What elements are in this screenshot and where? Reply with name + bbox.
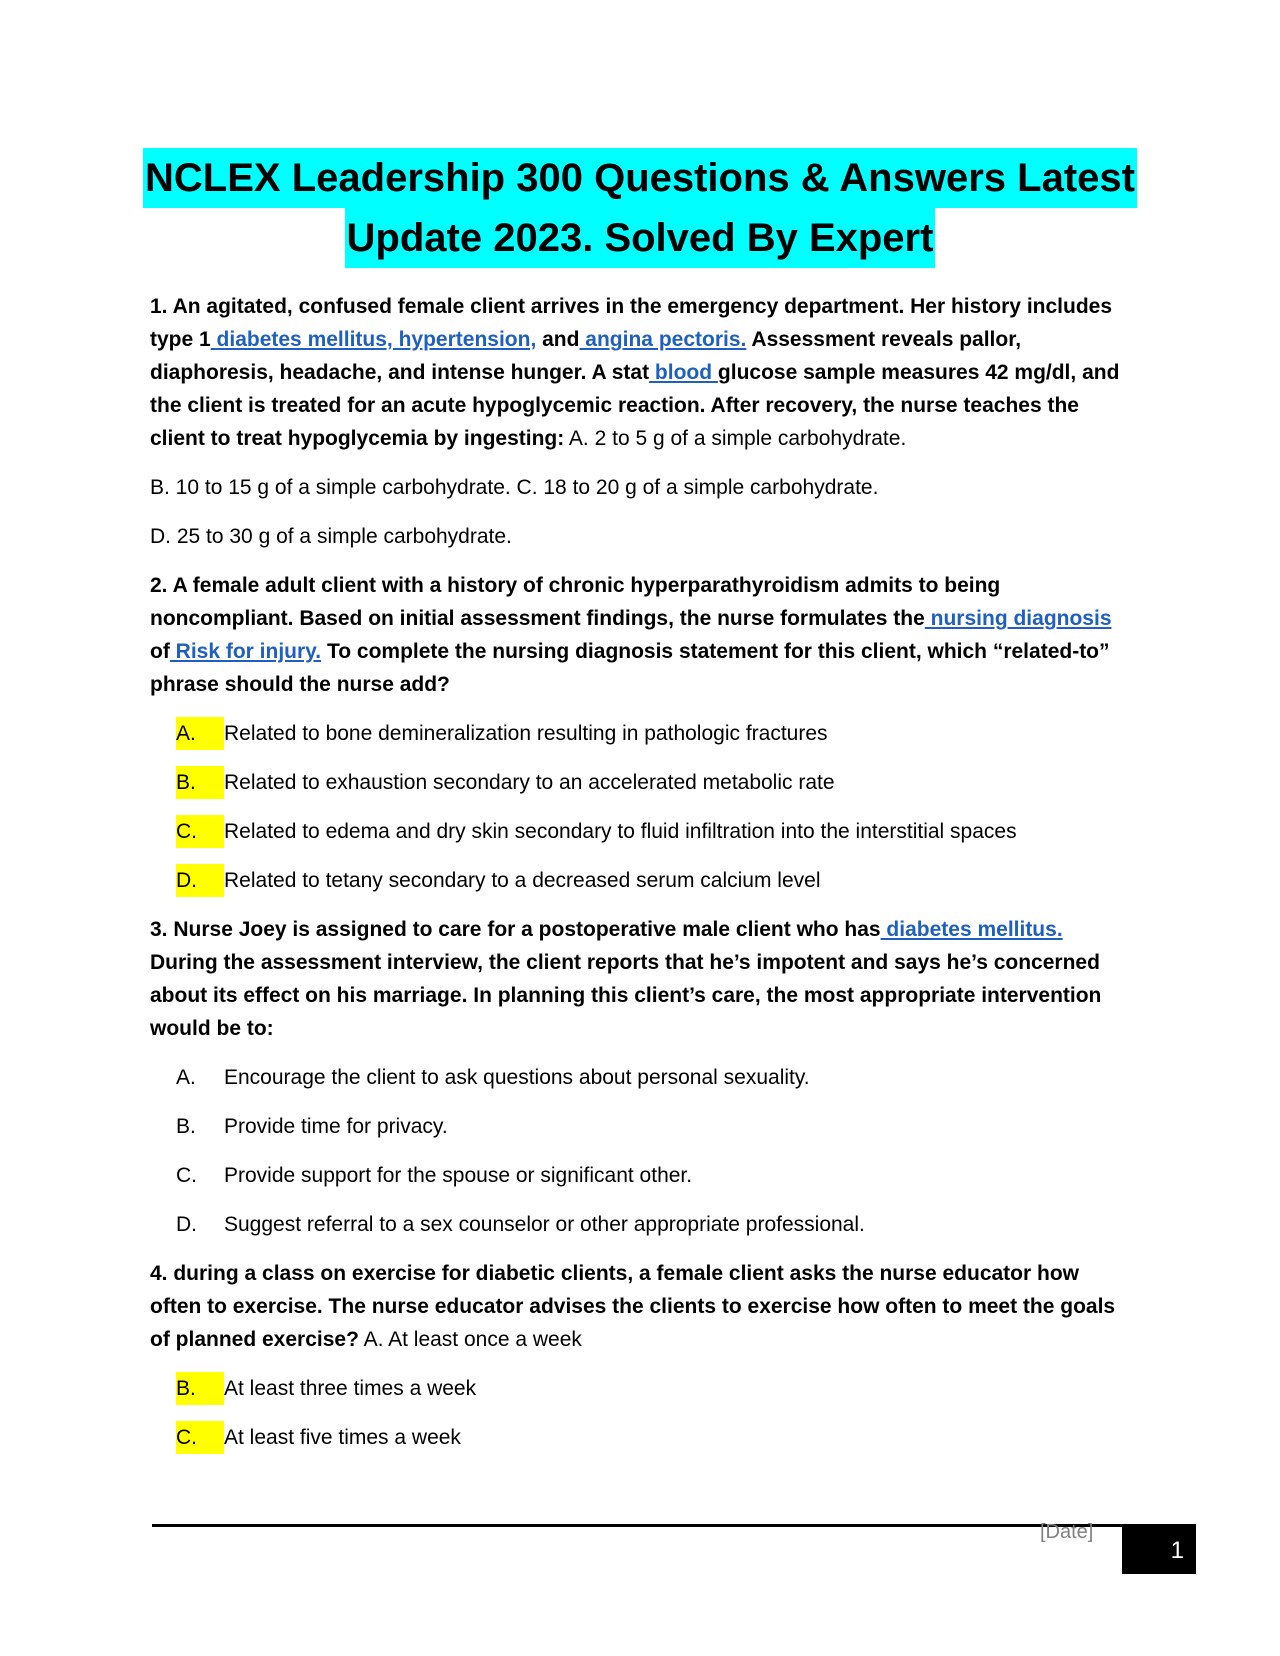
page-number: 1 [1122,1524,1196,1574]
hyperlink-blood[interactable]: blood [649,361,718,384]
hyperlink-nursing-diagnosis[interactable]: nursing diagnosis [924,607,1112,630]
answer-option [150,1372,1130,1405]
option-letter: C. [176,1164,197,1187]
hyperlink-angina-pectoris[interactable]: angina pectoris. [579,328,747,351]
question-4 [150,1257,1130,1356]
question-3 [150,913,1130,1045]
answer-option [150,717,1130,750]
answer-option [150,1208,1130,1241]
title-line-1: NCLEX Leadership 300 Questions & Answers Latest [143,148,1137,208]
answer-options-bc: B. 10 to 15 g of a simple carbohydrate. C. 18 to 20 g of a simple carbohydrate. [150,476,879,499]
question-text: 1. An agitated, confused female client arrives in the emergency department. Her history includes type 1 [150,295,1113,351]
option-letter: B. [176,1115,196,1138]
option-text: Provide support for the spouse or significant other. [224,1164,693,1187]
option-text: Related to edema and dry skin secondary to fluid infiltration into the interstitial spaces [224,820,1017,843]
option-letter: A. [176,1066,196,1089]
question-text: During the assessment interview, the client reports that he’s impotent and says he’s concerned about its effect on his marriage. In planning this client’s care, the most appropriate intervention would be to: [150,951,1102,1040]
question-text: To complete the nursing diagnosis statement for this client, which “related-to” phrase should the nurse add? [150,640,1110,696]
question-1 [150,290,1130,455]
question-2 [150,569,1130,701]
hyperlink-diabetes-mellitus[interactable]: diabetes mellitus. [880,918,1063,941]
option-text: Related to exhaustion secondary to an accelerated metabolic rate [224,771,835,794]
answer-option-a: A. 2 to 5 g of a simple carbohydrate. [564,427,907,450]
footer-divider [152,1524,1122,1527]
option-letter: A. [176,717,224,750]
answer-option [150,815,1130,848]
option-letter: C. [176,1421,224,1454]
option-text: At least five times a week [224,1426,461,1449]
option-text: Related to bone demineralization resulting in pathologic fractures [224,722,828,745]
option-text: Encourage the client to ask questions about personal sexuality. [224,1066,810,1089]
title-line-2: Update 2023. Solved By Expert [345,208,936,268]
option-letter: D. [176,1213,197,1236]
answer-option [150,766,1130,799]
document-body [150,290,1130,1470]
option-letter: D. [176,864,224,897]
hyperlink-risk-for-injury[interactable]: Risk for injury. [169,640,322,663]
question-text: and [536,328,580,351]
option-letter: C. [176,815,224,848]
document-title [120,148,1160,268]
question-text: Assessment reveals pallor, diaphoresis, headache, and intense hunger. A stat [150,328,1022,384]
question-text: of [150,640,170,663]
option-text: Provide time for privacy. [224,1115,448,1138]
option-letter: B. [176,766,224,799]
answer-option-a: A. At least once a week [358,1328,582,1351]
answer-option [150,1061,1130,1094]
option-text: Suggest referral to a sex counselor or other appropriate professional. [224,1213,865,1236]
hyperlink-diabetes-hypertension[interactable]: diabetes mellitus, hypertension, [210,328,537,351]
answer-option-d: D. 25 to 30 g of a simple carbohydrate. [150,525,512,548]
question-text: 3. Nurse Joey is assigned to care for a postoperative male client who has [150,918,881,941]
answer-option [150,864,1130,897]
footer-date: [Date] [1040,1521,1094,1543]
option-text: At least three times a week [224,1377,477,1400]
answer-option [150,1421,1130,1454]
answer-option [150,1110,1130,1143]
answer-option [150,1159,1130,1192]
question-text: glucose sample measures 42 mg/dl, and the client is treated for an acute hypoglycemic reaction. After recovery, the nurse teaches the client to treat hypoglycemia by ingesting: [150,361,1120,450]
question-text: 4. during a class on exercise for diabetic clients, a female client asks the nurse educator how often to exercise. The nurse educator advises the clients to exercise how often to meet the goals of planned exercise? [150,1262,1116,1351]
option-letter: B. [176,1372,224,1405]
option-text: Related to tetany secondary to a decreased serum calcium level [224,869,821,892]
question-text: 2. A female adult client with a history of chronic hyperparathyroidism admits to being noncompliant. Based on initial assessment findings, the nurse formulates the [150,574,1001,630]
